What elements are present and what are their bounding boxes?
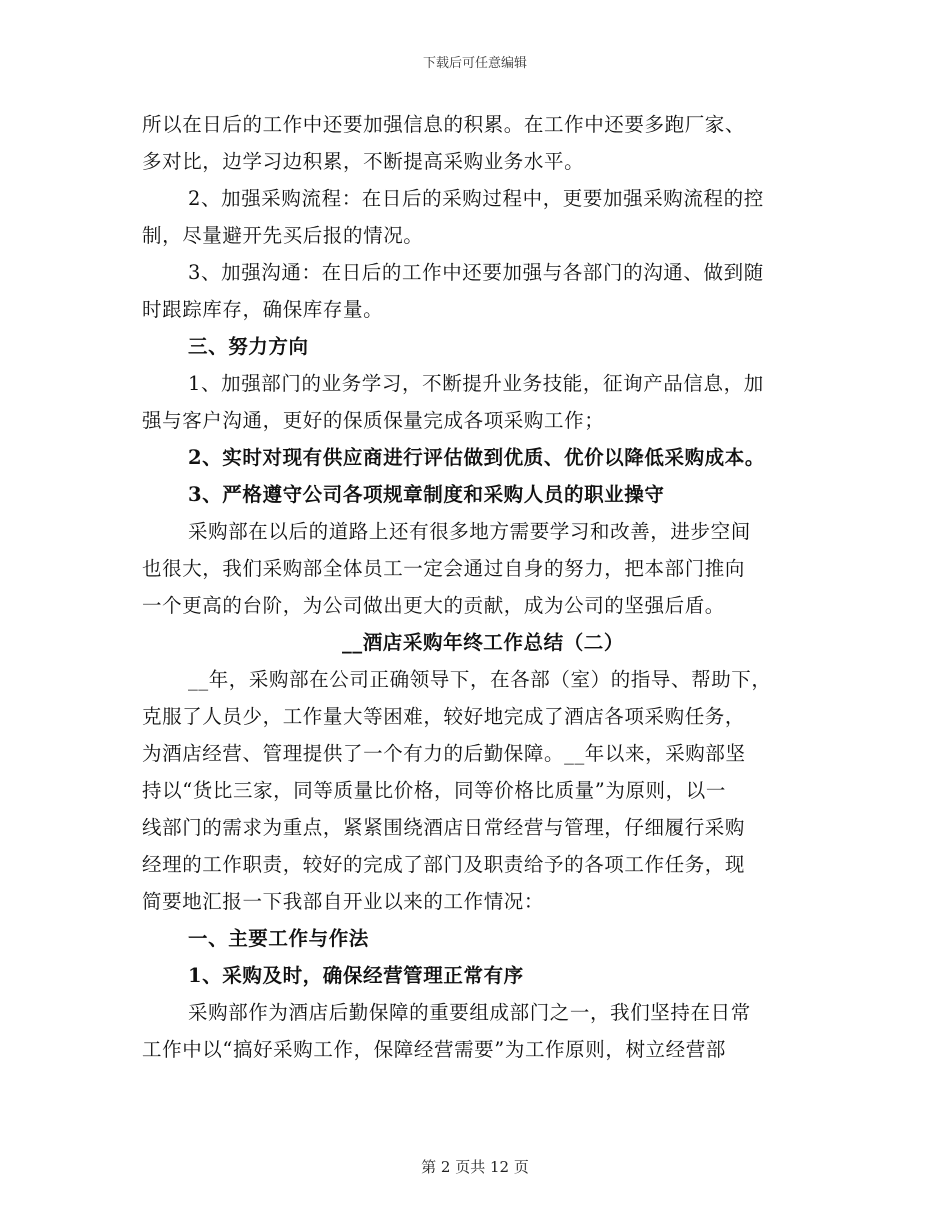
paragraph-line: 1、加强部门的业务学习，不断提升业务技能，征询产品信息，加 [188,372,764,395]
page-header: 下载后可任意编辑 [422,56,527,71]
paragraph-line: 简要地汇报一下我部自开业以来的工作情况： [142,890,545,913]
paragraph-line: __年，采购部在公司正确领导下，在各部（室）的指导、帮助下， [188,668,772,691]
paragraph-line: 时跟踪库存，确保库存量。 [142,298,384,321]
paragraph-line: 采购部作为酒店后勤保障的重要组成部门之一，我们坚持在日常 [188,1001,751,1024]
paragraph-line: 持以“货比三家，同等质量比价格，同等价格比质量”为原则，以一 [142,779,726,802]
paragraph-line: 经理的工作职责，较好的完成了部门及职责给予的各项工作任务，现 [142,853,746,876]
paragraph-line: 采购部在以后的道路上还有很多地方需要学习和改善，进步空间 [188,520,751,543]
paragraph-line: 为酒店经营、管理提供了一个有力的后勤保障。__年以来，采购部坚 [142,742,746,765]
paragraph-line: 也很大，我们采购部全体员工一定会通过自身的努力，把本部门推向 [142,557,746,580]
section-heading: 三、努力方向 [188,335,309,358]
bold-item: 3、严格遵守公司各项规章制度和采购人员的职业操守 [188,483,665,506]
paragraph-line: 多对比，边学习边积累，不断提高采购业务水平。 [142,150,585,173]
paragraph-line: 所以在日后的工作中还要加强信息的积累。在工作中还要多跑厂家、 [142,113,746,136]
paragraph-line: 克服了人员少，工作量大等困难，较好地完成了酒店各项采购任务， [142,705,746,728]
paragraph-line: 工作中以“搞好采购工作，保障经营需要”为工作原则，树立经营部 [142,1038,726,1061]
subsection-heading: 1、采购及时，确保经营管理正常有序 [188,964,524,987]
section-heading: 一、主要工作与作法 [188,927,369,950]
paragraph-line: 制，尽量避开先买后报的情况。 [142,224,424,247]
page-footer: 第 2 页共 12 页 [421,1158,529,1176]
bold-item: 2、实时对现有供应商进行评估做到优质、优价以降低采购成本。 [188,446,765,469]
paragraph-line: 2、加强采购流程：在日后的采购过程中，更要加强采购流程的控 [188,187,764,210]
paragraph-line: 一个更高的台阶，为公司做出更大的贡献，成为公司的坚强后盾。 [142,594,725,617]
paragraph-line: 强与客户沟通，更好的保质保量完成各项采购工作； [142,409,605,432]
document-title: __酒店采购年终工作总结（二） [342,631,625,654]
paragraph-line: 线部门的需求为重点，紧紧围绕酒店日常经营与管理，仔细履行采购 [142,816,746,839]
paragraph-line: 3、加强沟通：在日后的工作中还要加强与各部门的沟通、做到随 [188,261,764,284]
document-body [142,106,812,1068]
